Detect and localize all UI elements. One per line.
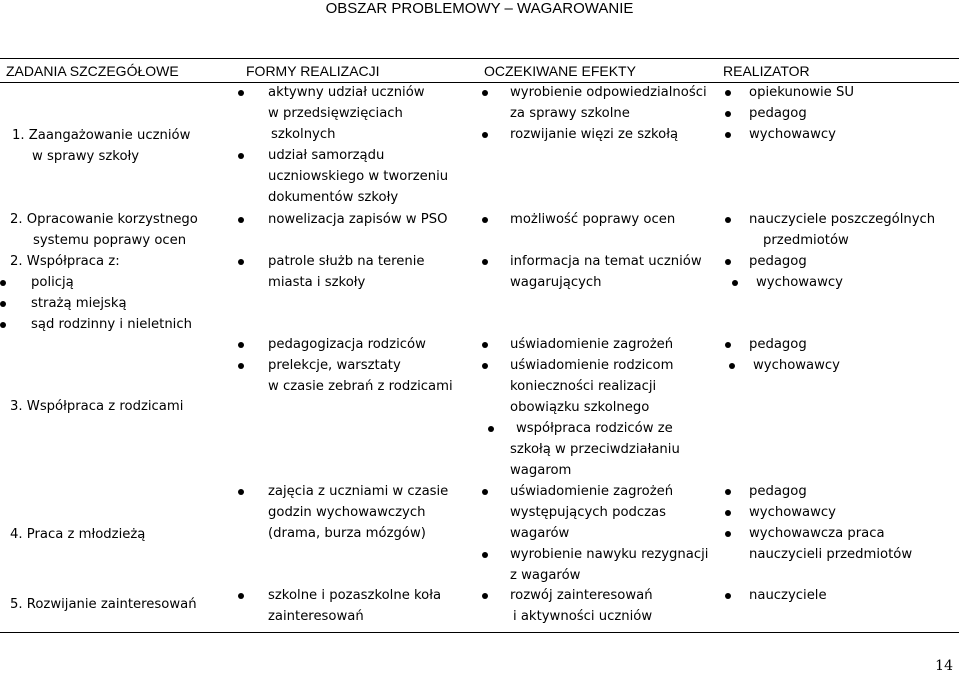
effects-item: uświadomienie zagrożeń [510,481,708,502]
header-tasks: ZADANIA SZCZEGÓŁOWE [6,63,179,79]
forms-line: w czasie zebrań z rodzicami [268,379,453,394]
forms-item: szkolne i pozaszkolne koła [268,585,441,606]
effects-cell [510,481,708,586]
forms-line: miasta i szkoły [268,275,366,290]
page-number: 14 [935,658,953,674]
task-line: 5. Rozwijanie zainteresowań [10,597,197,612]
realizer-line: przedmiotów [763,233,849,248]
effects-cell [510,82,707,145]
forms-cell [268,209,447,230]
effects-item: możliwość poprawy ocen [510,209,675,230]
effects-item: rozwój zainteresowań [510,585,653,606]
forms-item: zajęcia z uczniami w czasie [268,481,448,502]
effects-item: rozwijanie więzi ze szkołą [510,124,707,145]
forms-item: udział samorządu [268,145,448,166]
effects-line: występujących podczas [510,505,667,520]
forms-item: nowelizacja zapisów w PSO [268,209,447,230]
effects-line: z wagarów [510,568,581,583]
realizer-line: nauczycieli przedmiotów [749,547,913,562]
page-title: OBSZAR PROBLEMOWY – WAGAROWANIE [325,0,634,17]
task-line: 2. Współpraca z: [10,254,120,269]
realizer-item: wychowawcy [749,124,854,145]
header-forms: FORMY REALIZACJI [246,63,380,79]
realizer-cell [749,585,827,606]
effects-line: wagarom [510,463,572,478]
realizer-item: pedagog [749,334,836,355]
effects-line: za sprawy szkolne [510,106,630,121]
task-line: 4. Praca z młodzieżą [10,527,146,542]
effects-line: i aktywności uczniów [513,609,653,624]
realizer-cell [749,334,840,376]
tasks-table [0,58,959,633]
header-effects: OCZEKIWANE EFEKTY [484,63,636,79]
effects-item: informacja na temat uczniów [510,251,702,272]
forms-cell [268,251,425,293]
header-realizer: REALIZATOR [723,63,810,79]
forms-line: zainteresowań [268,609,364,624]
realizer-cell [749,481,912,565]
task-cell [10,251,192,335]
realizer-item: wychowawcza praca [749,523,912,544]
realizer-item: pedagog [749,251,836,272]
effects-cell [510,334,680,481]
realizer-cell [749,251,843,293]
effects-item: uświadomienie rodzicom [510,355,680,376]
task-cell [10,125,191,167]
forms-line: (drama, burza mózgów) [268,526,426,541]
task-line: 2. Opracowanie korzystnego [10,212,198,227]
forms-line: uczniowskiego w tworzeniu [268,169,449,184]
task-line: w sprawy szkoły [32,149,140,164]
forms-cell [268,334,453,397]
task-line: systemu poprawy ocen [33,233,187,248]
task-item: policją [31,272,192,293]
task-cell [10,594,197,615]
effects-cell [510,251,702,293]
task-item: sąd rodzinny i nieletnich [31,314,192,335]
effects-cell [510,209,675,230]
forms-line: w przedsięwzięciach [268,106,403,121]
realizer-item: nauczyciele [749,585,827,606]
effects-line: szkołą w przeciwdziałaniu [510,442,680,457]
table-top-border [0,58,959,59]
effects-line: wagarów [510,526,570,541]
table-bottom-border [0,632,959,633]
task-cell [10,396,183,417]
realizer-item: pedagog [749,481,912,502]
task-item: strażą miejską [31,293,192,314]
task-line: 3. Współpraca z rodzicami [10,399,184,414]
effects-cell [510,585,653,627]
realizer-item: pedagog [749,103,854,124]
realizer-item: nauczyciele poszczególnych [749,209,935,230]
effects-item: uświadomienie zagrożeń [510,334,680,355]
effects-line: wagarujących [510,275,602,290]
forms-cell [268,481,448,544]
task-cell [10,524,145,545]
forms-item: patrole służb na terenie [268,251,425,272]
task-cell [10,209,198,251]
task-line: 1. Zaangażowanie uczniów [12,128,191,143]
forms-item: pedagogizacja rodziców [268,334,453,355]
forms-cell [268,585,441,627]
forms-line: dokumentów szkoły [268,190,399,205]
forms-cell [268,82,448,208]
realizer-item: wychowawcy [749,502,912,523]
forms-item: aktywny udział uczniów [268,82,448,103]
realizer-cell [749,82,854,145]
forms-line: godzin wychowawczych [268,505,426,520]
effects-item: współpraca rodziców ze [516,418,686,439]
realizer-item: opiekunowie SU [749,82,854,103]
effects-line: konieczności realizacji [510,379,657,394]
realizer-cell [749,209,935,251]
effects-item: wyrobienie nawyku rezygnacji [510,544,708,565]
realizer-item: wychowawcy [753,355,840,376]
effects-item: wyrobienie odpowiedzialności [510,82,707,103]
effects-line: obowiązku szkolnego [510,400,650,415]
forms-item: prelekcje, warsztaty [268,355,453,376]
forms-line: szkolnych [271,127,336,142]
realizer-item: wychowawcy [756,272,843,293]
